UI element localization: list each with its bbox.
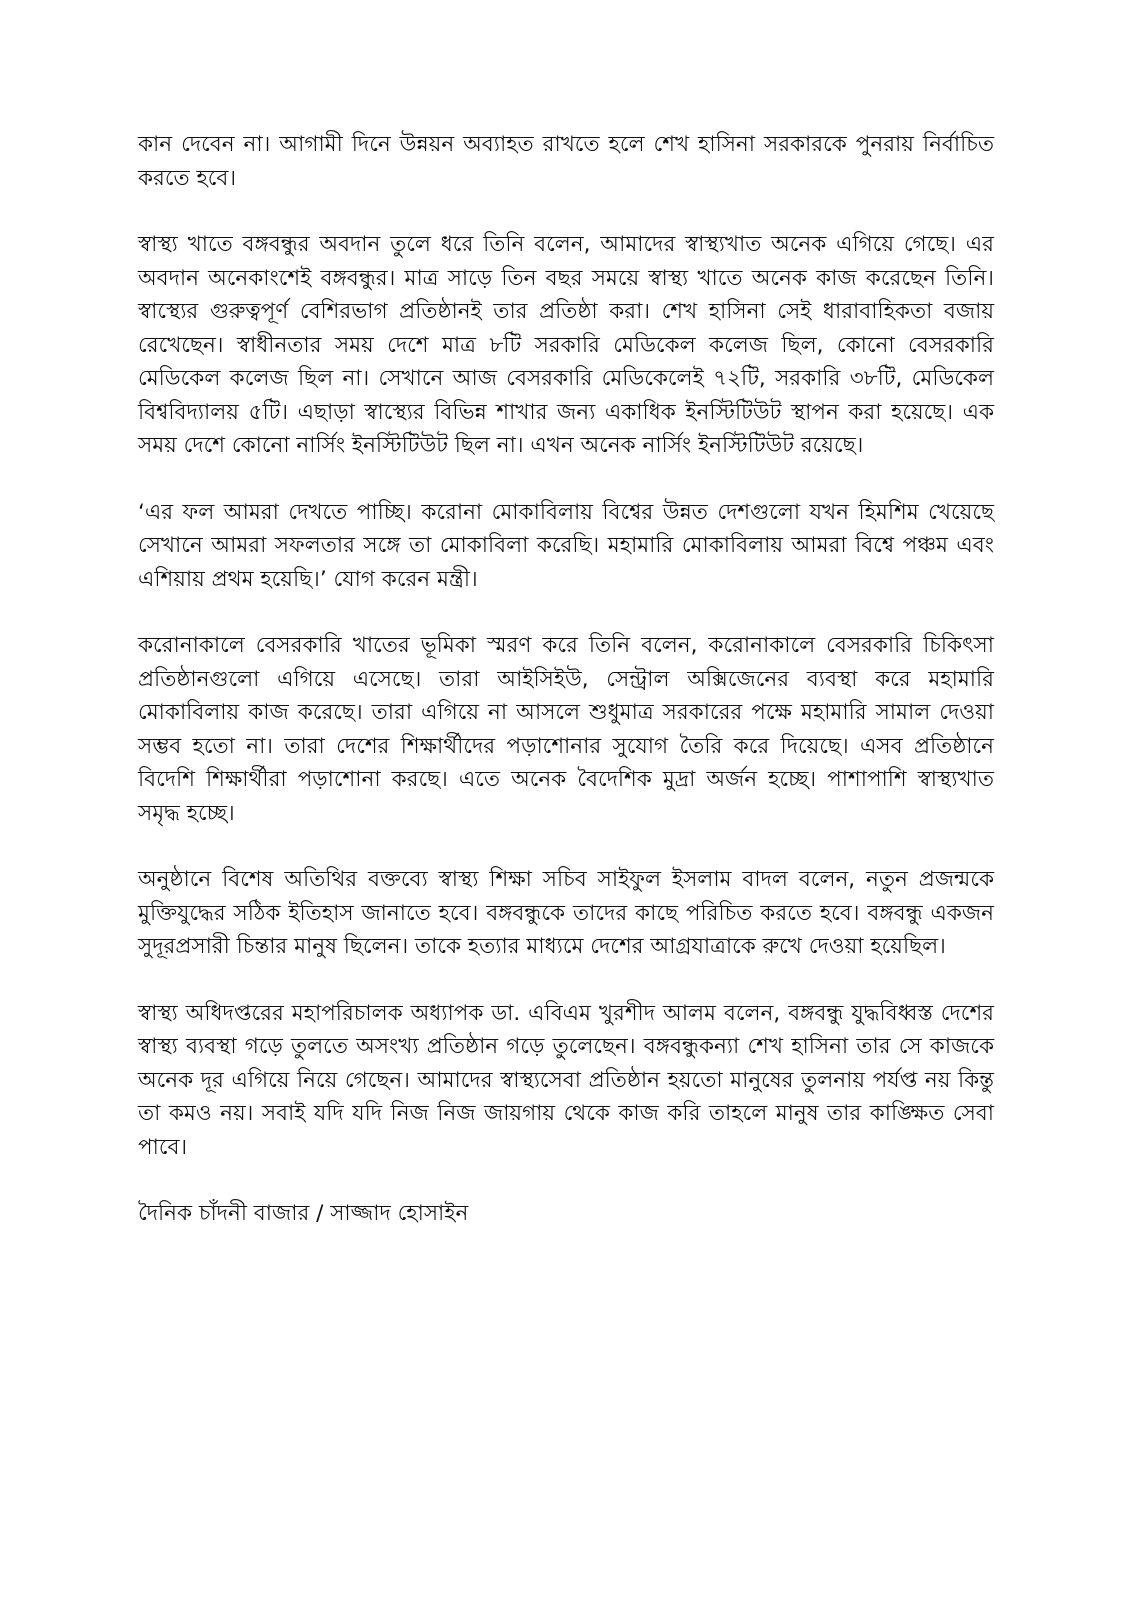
paragraph-5: অনুষ্ঠানে বিশেষ অতিথির বক্তব্যে স্বাস্থ্য শিক্ষা সচিব সাইফুল ইসলাম বাদল বলেন, নতুন প্রজন্মকে মুক্তিযুদ্ধের সঠিক ইতিহাস জানাতে হবে। বঙ্গবন্ধুকে তাদের কাছে পরিচিত করতে হবে। বঙ্গবন্ধু একজন সুদূরপ্রসারী চিন্তার মানুষ ছিলেন। তাকে হত্যার মাধ্যমে দেশের আগ্রযাত্রাকে রুখে দেওয়া হয়েছিল।	[138, 867, 994, 959]
paragraph-2: স্বাস্থ্য খাতে বঙ্গবন্ধুর অবদান তুলে ধরে তিনি বলেন, আমাদের স্বাস্থ্যখাত অনেক এগিয়ে গেছে। এর অবদান অনেকাংশেই বঙ্গবন্ধুর। মাত্র সাড়ে তিন বছর সময়ে স্বাস্থ্য খাতে অনেক কাজ করেছেন তিনি। স্বাস্থ্যের গুরুত্বপূর্ণ বেশিরভাগ প্রতিষ্ঠানই তার প্রতিষ্ঠা করা। শেখ হাসিনা সেই ধারাবাহিকতা বজায় রেখেছেন। স্বাধীনতার সময় দেশে মাত্র ৮টি সরকারি মেডিকেল কলেজ ছিল, কোনো বেসরকারি মেডিকেল কলেজ ছিল না। সেখানে আজ বেসরকারি মেডিকেলেই ৭২টি, সরকারি ৩৮টি, মেডিকেল বিশ্ববিদ্যালয় ৫টি। এছাড়া স্বাস্থ্যের বিভিন্ন শাখার জন্য একাধিক ইনস্টিটিউট স্থাপন করা হয়েছে। এক সময় দেশে কোনো নার্সিং ইনস্টিটিউট ছিল না। এখন অনেক নার্সিং ইনস্টিটিউট রয়েছে।	[138, 232, 994, 458]
byline: দৈনিক চাঁদনী বাজার / সাজ্জাদ হোসাইন	[138, 1201, 469, 1226]
paragraph-4: করোনাকালে বেসরকারি খাতের ভূমিকা স্মরণ করে তিনি বলেন, করোনাকালে বেসরকারি চিকিৎসা প্রতিষ্ঠানগুলো এগিয়ে এসেছে। তারা আইসিইউ, সেন্ট্রাল অক্সিজেনের ব্যবস্থা করে মহামারি মোকাবিলায় কাজ করেছে। তারা এগিয়ে না আসলে শুধুমাত্র সরকারের পক্ষে মহামারি সামাল দেওয়া সম্ভব হতো না। তারা দেশের শিক্ষার্থীদের পড়াশোনার সুযোগ তৈরি করে দিয়েছে। এসব প্রতিষ্ঠানে বিদেশি শিক্ষার্থীরা পড়াশোনা করছে। এতে অনেক বৈদেশিক মুদ্রা অর্জন হচ্ছে। পাশাপাশি স্বাস্থ্যখাত সমৃদ্ধ হচ্ছে।	[138, 633, 994, 826]
paragraph-3: ‘এর ফল আমরা দেখতে পাচ্ছি। করোনা মোকাবিলায় বিশ্বের উন্নত দেশগুলো যখন হিমশিম খেয়েছে সেখানে আমরা সফলতার সঙ্গে তা মোকাবিলা করেছি। মহামারি মোকাবিলায় আমরা বিশ্বে পঞ্চম এবং এশিয়ায় প্রথম হয়েছি।’ যোগ করেন মন্ত্রী।	[138, 499, 994, 592]
paragraph-6: স্বাস্থ্য অধিদপ্তরের মহাপরিচালক অধ্যাপক ডা. এবিএম খুরশীদ আলম বলেন, বঙ্গবন্ধু যুদ্ধবিধ্বস্ত দেশের স্বাস্থ্য ব্যবস্থা গড়ে তুলতে অসংখ্য প্রতিষ্ঠান গড়ে তুলেছেন। বঙ্গবন্ধুকন্যা শেখ হাসিনা তার সে কাজকে অনেক দূর এগিয়ে নিয়ে গেছেন। আমাদের স্বাস্থ্যসেবা প্রতিষ্ঠান হয়তো মানুষের তুলনায় পর্যপ্ত নয় কিন্তু তা কমও নয়। সবাই যদি যদি নিজ নিজ জায়গায় থেকে কাজ করি তাহলে মানুষ তার কাঙ্ক্ষিত সেবা পাবে।	[138, 1000, 994, 1160]
paragraph-1: কান দেবেন না। আগামী দিনে উন্নয়ন অব্যাহত রাখতে হলে শেখ হাসিনা সরকারকে পুনরায় নির্বাচিত করতে হবে।	[138, 132, 994, 191]
document-page	[138, 128, 994, 1231]
